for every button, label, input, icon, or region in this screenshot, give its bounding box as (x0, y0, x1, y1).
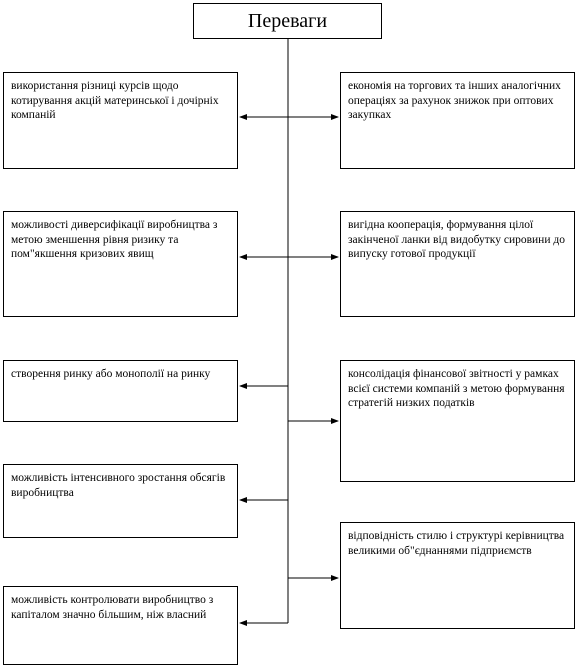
right-item-box: консолідація фінансової звітності у рамках всієї системи компаній з метою формування стратегій низких податків (340, 360, 575, 482)
diagram-title: Переваги (193, 3, 382, 39)
right-item-box: вигідна кооперація, формування цілої закінченої ланки від видобутку сировини до випуску готової продукції (340, 211, 575, 317)
left-item-box: можливості диверсифікації виробництва з метою зменшення рівня ризику та пом"якшення кризових явищ (3, 211, 238, 317)
right-item-box: відповідність стилю і структурі керівництва великими об"єднаннями підприємств (340, 522, 575, 629)
left-item-box: можливість інтенсивного зростання обсягів виробництва (3, 464, 238, 538)
left-item-box: можливість контролювати виробництво з капіталом значно більшим, ніж власний (3, 586, 238, 665)
left-item-box: використання різниці курсів щодо котирування акцій материнської і дочірніх компаній (3, 72, 238, 169)
right-item-box: економія на торгових та інших аналогічних операціях за рахунок знижок при оптових закупках (340, 72, 575, 169)
left-item-box: створення ринку або монополії на ринку (3, 360, 238, 422)
